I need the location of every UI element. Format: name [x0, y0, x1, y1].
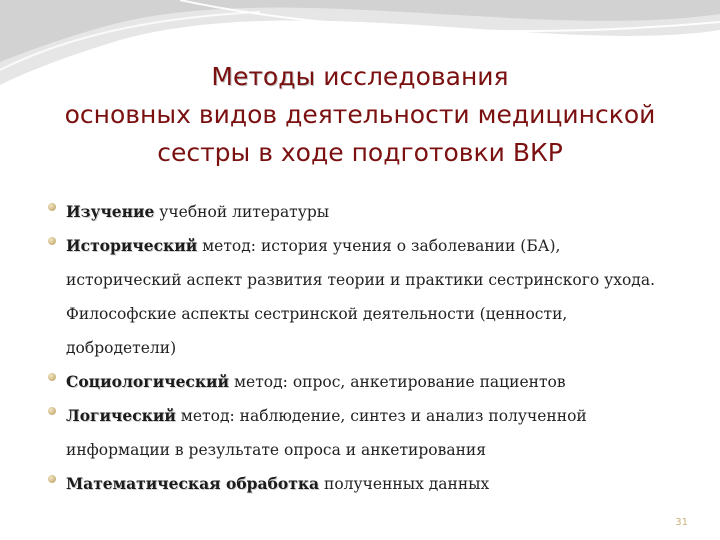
bullet-text: Философские аспекты сестринской деятельности (ценности, — [66, 305, 568, 323]
list-item — [48, 365, 688, 399]
bullet-text: исторический аспект развития теории и практики сестринского ухода. — [66, 271, 656, 289]
bullet-term: Исторический — [66, 236, 198, 255]
bullet-icon — [48, 237, 56, 245]
bullet-text: метод: история учения о заболевании (БА), — [197, 237, 561, 255]
bullet-text: учебной литературы — [154, 203, 330, 221]
title-line2: основных видов деятельности медицинской — [64, 100, 656, 129]
bullet-text: метод: опрос, анкетирование пациентов — [229, 373, 566, 391]
list-item — [48, 399, 688, 467]
bullet-term: Социологический — [66, 372, 230, 391]
list-item — [48, 195, 688, 229]
bullet-text: полученных данных — [319, 475, 490, 493]
list-item — [48, 467, 688, 501]
bullet-term: Математическая обработка — [66, 474, 320, 493]
list-item — [48, 229, 688, 365]
slide-title — [30, 58, 690, 172]
title-line3: сестры в ходе подготовки ВКР — [157, 138, 563, 167]
bullet-term: Логический — [66, 406, 176, 425]
bullet-term: Изучение — [66, 202, 155, 221]
bullet-icon — [48, 203, 56, 211]
bullet-icon — [48, 373, 56, 381]
page-number: 31 — [675, 517, 688, 528]
title-line1-rest: исследования — [315, 62, 509, 91]
bullet-icon — [48, 475, 56, 483]
bullet-icon — [48, 407, 56, 415]
bullet-text: информации в результате опроса и анкетирования — [66, 441, 487, 459]
bullet-text: добродетели) — [66, 339, 177, 357]
title-emphasis: Методы — [211, 62, 316, 91]
bullet-text: метод: наблюдение, синтез и анализ полученной — [175, 407, 587, 425]
bullet-list — [48, 195, 688, 501]
